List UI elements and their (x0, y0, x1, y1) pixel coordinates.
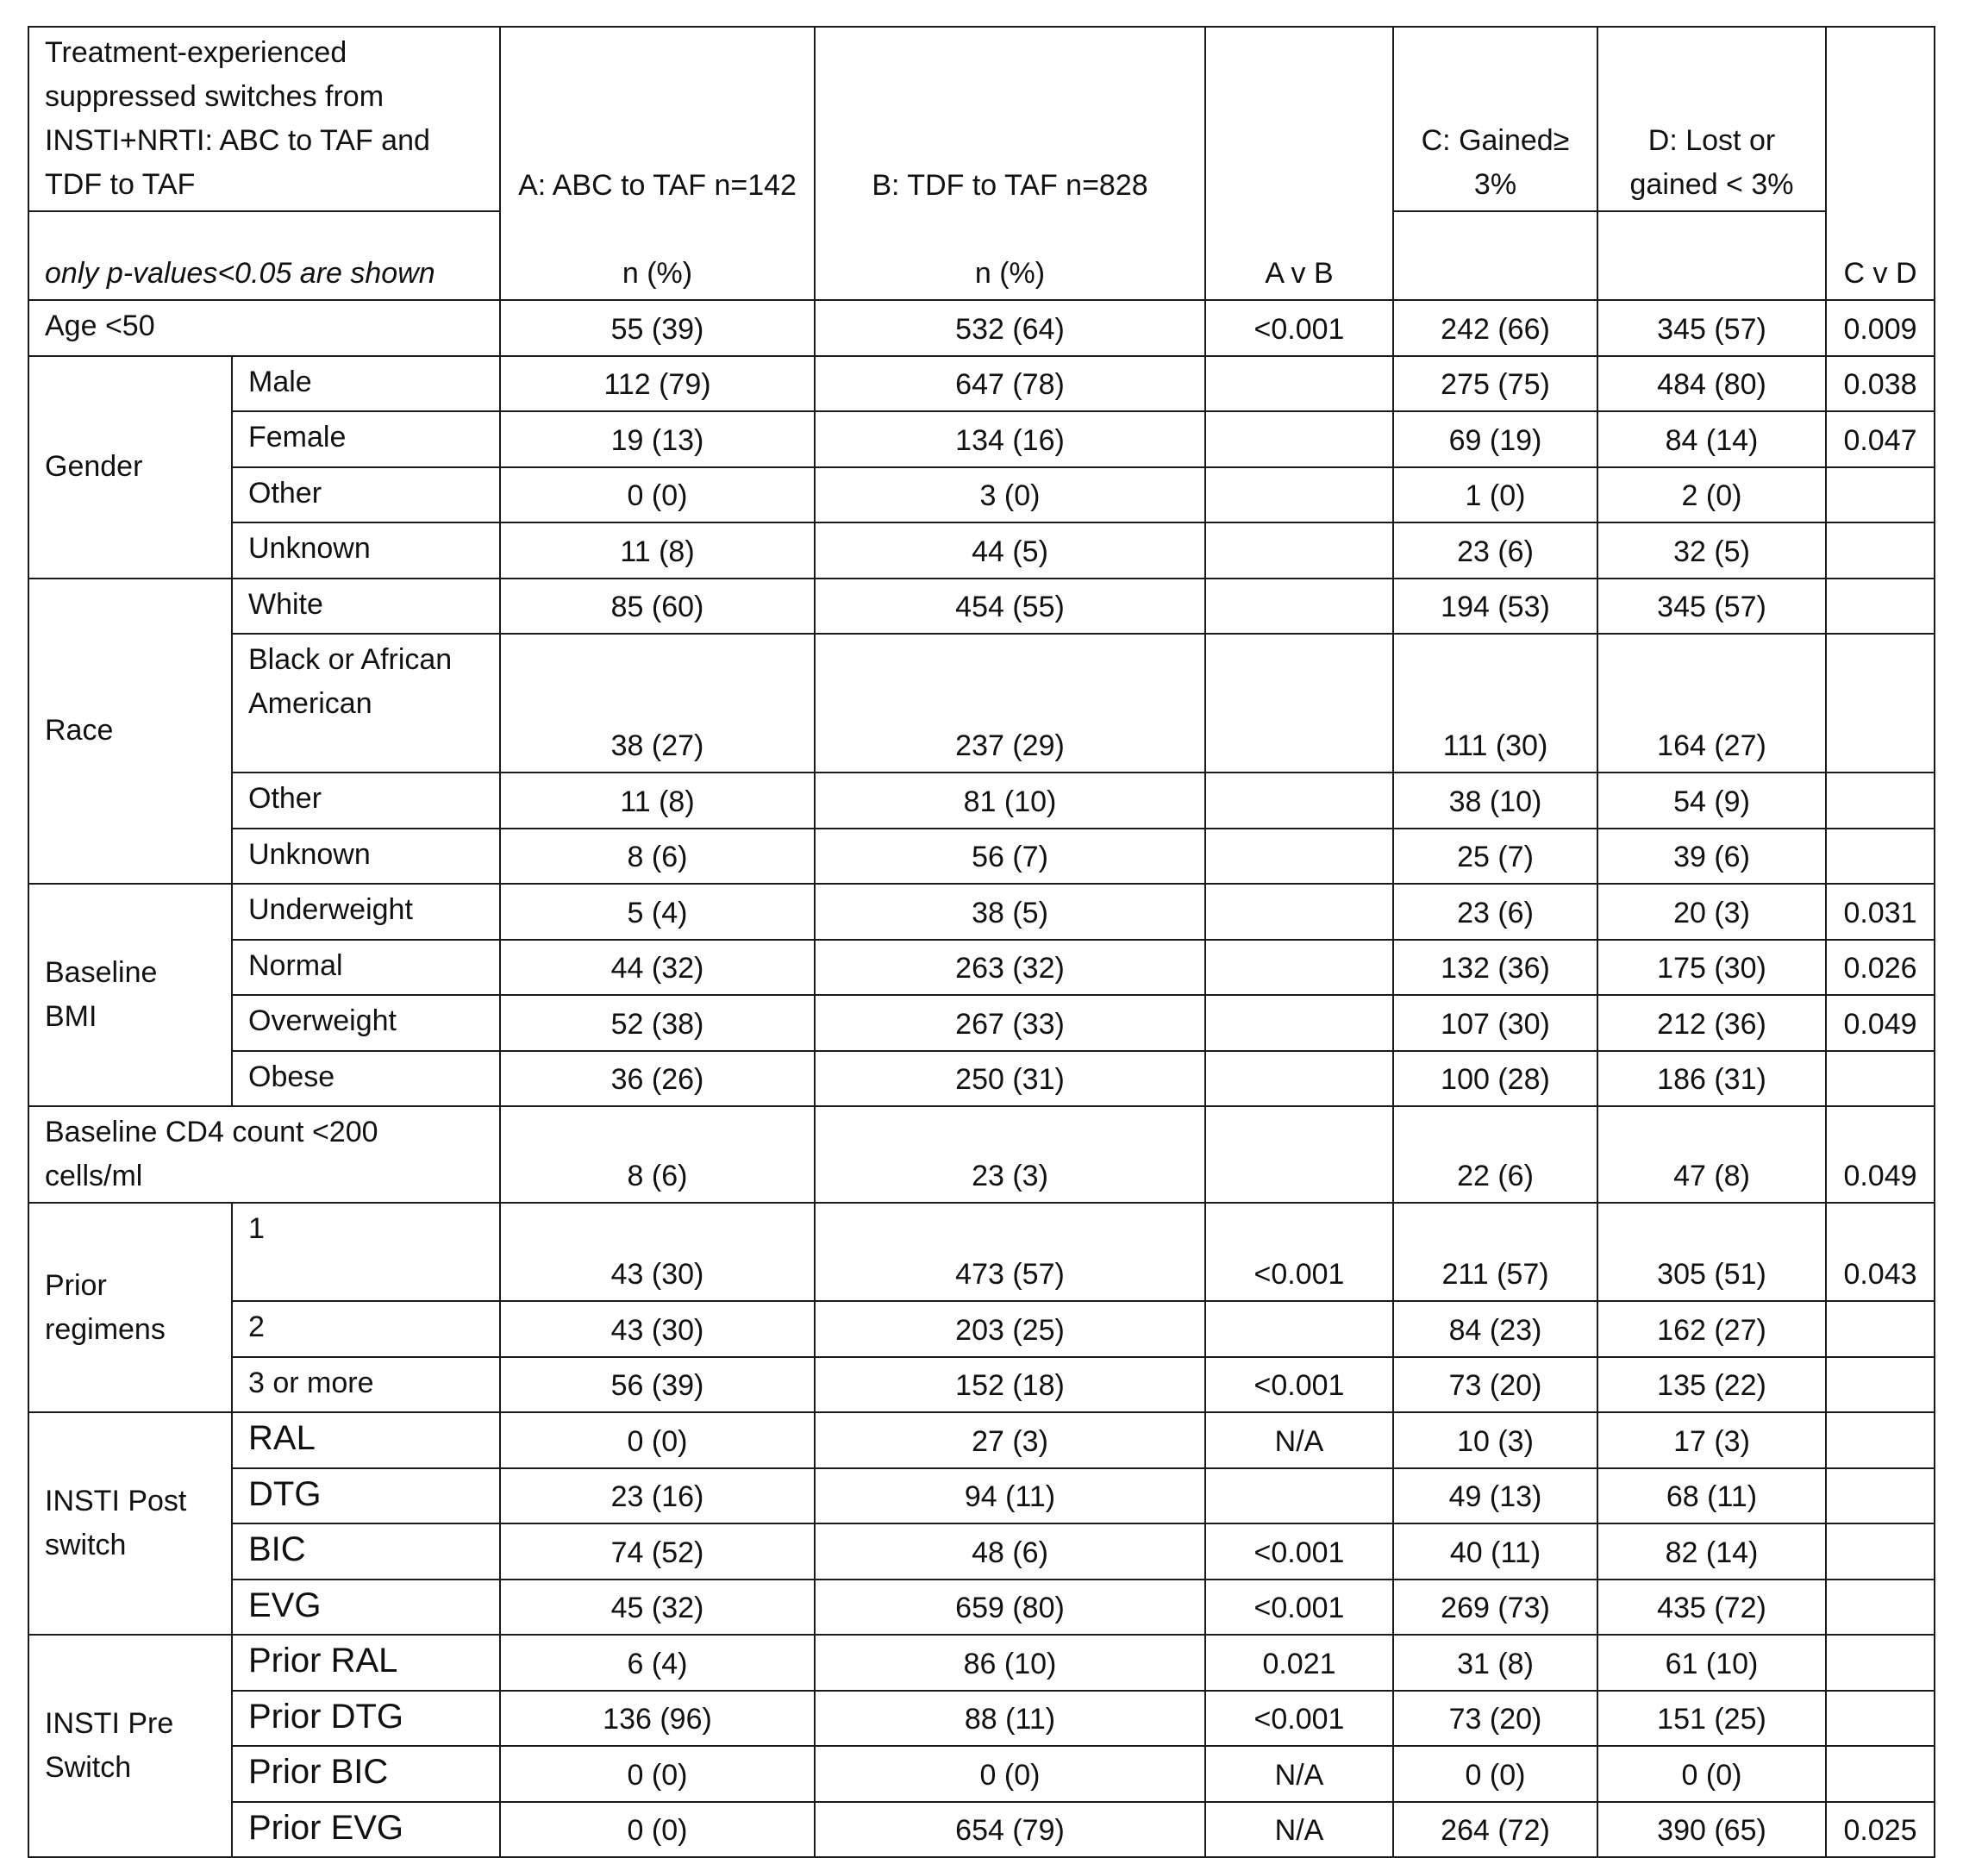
value-cell-b: 3 (0) (815, 467, 1205, 523)
value-cell-c: 73 (20) (1393, 1691, 1597, 1747)
table-row (28, 300, 1935, 356)
p-value-avb (1205, 634, 1393, 773)
p-value-avb (1205, 940, 1393, 996)
table-row (28, 1746, 1935, 1802)
value-cell-c: 269 (73) (1393, 1580, 1597, 1636)
p-value-cvd (1826, 1580, 1935, 1636)
value-cell-b: 237 (29) (815, 634, 1205, 773)
p-value-avb (1205, 579, 1393, 635)
value-cell-d: 164 (27) (1597, 634, 1826, 773)
row-label-other: Other (232, 773, 500, 829)
p-value-cvd (1826, 1412, 1935, 1468)
p-value-cvd (1826, 634, 1935, 773)
p-value-cvd (1826, 1691, 1935, 1747)
group-label-gender: Gender (28, 356, 232, 579)
table-row (28, 1580, 1935, 1636)
value-cell-c: 31 (8) (1393, 1635, 1597, 1691)
value-cell-a: 0 (0) (500, 467, 815, 523)
value-cell-d: 186 (31) (1597, 1051, 1826, 1107)
value-cell-a: 43 (30) (500, 1203, 815, 1301)
p-value-cvd: 0.009 (1826, 300, 1935, 356)
row-label-baseline-cd4-count-200-cells-ml: Baseline CD4 count <200 cells/ml (28, 1106, 500, 1203)
p-value-avb: <0.001 (1205, 1691, 1393, 1747)
value-cell-c: 275 (75) (1393, 356, 1597, 412)
p-value-avb: <0.001 (1205, 1203, 1393, 1301)
col-c-header: C: Gained≥ 3% (1393, 27, 1597, 211)
value-cell-b: 659 (80) (815, 1580, 1205, 1636)
baseline-characteristics-table (28, 26, 1935, 1858)
col-b-header: B: TDF to TAF n=828 (815, 27, 1205, 211)
p-value-avb (1205, 522, 1393, 579)
row-label-obese: Obese (232, 1051, 500, 1107)
p-value-cvd: 0.025 (1826, 1802, 1935, 1858)
group-label-insti-post-switch: INSTI Post switch (28, 1412, 232, 1635)
value-cell-c: 73 (20) (1393, 1357, 1597, 1413)
value-cell-a: 11 (8) (500, 773, 815, 829)
group-label-insti-pre-switch: INSTI Pre Switch (28, 1635, 232, 1857)
value-cell-a: 136 (96) (500, 1691, 815, 1747)
value-cell-c: 49 (13) (1393, 1468, 1597, 1524)
value-cell-b: 654 (79) (815, 1802, 1205, 1858)
value-cell-d: 84 (14) (1597, 411, 1826, 467)
table-row (28, 1357, 1935, 1413)
p-value-cvd (1826, 1468, 1935, 1524)
value-cell-a: 55 (39) (500, 300, 815, 356)
value-cell-c: 25 (7) (1393, 829, 1597, 885)
value-cell-d: 82 (14) (1597, 1523, 1826, 1580)
value-cell-d: 135 (22) (1597, 1357, 1826, 1413)
table-row (28, 1051, 1935, 1107)
row-label-3-or-more: 3 or more (232, 1357, 500, 1413)
table-row (28, 1412, 1935, 1468)
value-cell-a: 5 (4) (500, 884, 815, 940)
value-cell-d: 54 (9) (1597, 773, 1826, 829)
value-cell-b: 44 (5) (815, 522, 1205, 579)
p-value-avb: 0.021 (1205, 1635, 1393, 1691)
row-label-prior-evg: Prior EVG (232, 1802, 500, 1858)
p-value-cvd (1826, 579, 1935, 635)
p-value-avb: <0.001 (1205, 300, 1393, 356)
group-label-baseline-bmi: Baseline BMI (28, 884, 232, 1106)
row-label-ral: RAL (232, 1412, 500, 1468)
value-cell-d: 39 (6) (1597, 829, 1826, 885)
table-row (28, 522, 1935, 579)
p-value-cvd (1826, 467, 1935, 523)
table-row (28, 1468, 1935, 1524)
value-cell-b: 152 (18) (815, 1357, 1205, 1413)
row-label-prior-ral: Prior RAL (232, 1635, 500, 1691)
value-cell-c: 211 (57) (1393, 1203, 1597, 1301)
value-cell-a: 52 (38) (500, 995, 815, 1051)
value-cell-b: 56 (7) (815, 829, 1205, 885)
table-row (28, 995, 1935, 1051)
value-cell-a: 85 (60) (500, 579, 815, 635)
value-cell-b: 88 (11) (815, 1691, 1205, 1747)
value-cell-d: 212 (36) (1597, 995, 1826, 1051)
value-cell-a: 8 (6) (500, 829, 815, 885)
col-b-unit: n (%) (815, 211, 1205, 300)
value-cell-b: 203 (25) (815, 1301, 1205, 1357)
p-value-avb: <0.001 (1205, 1357, 1393, 1413)
p-value-cvd (1826, 1301, 1935, 1357)
value-cell-a: 23 (16) (500, 1468, 815, 1524)
row-label-unknown: Unknown (232, 829, 500, 885)
value-cell-c: 69 (19) (1393, 411, 1597, 467)
value-cell-b: 250 (31) (815, 1051, 1205, 1107)
value-cell-a: 43 (30) (500, 1301, 815, 1357)
value-cell-b: 473 (57) (815, 1203, 1205, 1301)
value-cell-c: 107 (30) (1393, 995, 1597, 1051)
value-cell-c: 23 (6) (1393, 522, 1597, 579)
p-value-avb (1205, 1301, 1393, 1357)
row-label-1: 1 (232, 1203, 500, 1301)
value-cell-d: 305 (51) (1597, 1203, 1826, 1301)
p-value-cvd: 0.026 (1826, 940, 1935, 996)
value-cell-d: 68 (11) (1597, 1468, 1826, 1524)
value-cell-a: 44 (32) (500, 940, 815, 996)
value-cell-d: 20 (3) (1597, 884, 1826, 940)
table-row (28, 467, 1935, 523)
row-label-prior-dtg: Prior DTG (232, 1691, 500, 1747)
value-cell-d: 0 (0) (1597, 1746, 1826, 1802)
row-label-underweight: Underweight (232, 884, 500, 940)
table-row (28, 773, 1935, 829)
p-value-avb: N/A (1205, 1746, 1393, 1802)
p-value-avb (1205, 884, 1393, 940)
col-c-unit (1393, 211, 1597, 300)
p-value-cvd (1826, 1051, 1935, 1107)
row-label-other: Other (232, 467, 500, 523)
value-cell-c: 242 (66) (1393, 300, 1597, 356)
table-row (28, 634, 1935, 773)
value-cell-c: 10 (3) (1393, 1412, 1597, 1468)
value-cell-d: 17 (3) (1597, 1412, 1826, 1468)
p-value-avb (1205, 1468, 1393, 1524)
value-cell-b: 86 (10) (815, 1635, 1205, 1691)
table-row (28, 411, 1935, 467)
p-value-cvd (1826, 1635, 1935, 1691)
p-value-cvd (1826, 1746, 1935, 1802)
table-row (28, 1106, 1935, 1203)
header-row (28, 27, 1935, 211)
table-row (28, 1523, 1935, 1580)
table-title: Treatment-experienced suppressed switches from INSTI+NRTI: ABC to TAF and TDF to TAF (28, 27, 500, 211)
value-cell-a: 11 (8) (500, 522, 815, 579)
value-cell-c: 100 (28) (1393, 1051, 1597, 1107)
value-cell-d: 345 (57) (1597, 579, 1826, 635)
row-label-black-or-african-american: Black or African American (232, 634, 500, 773)
value-cell-b: 48 (6) (815, 1523, 1205, 1580)
p-value-avb (1205, 829, 1393, 885)
value-cell-c: 264 (72) (1393, 1802, 1597, 1858)
p-value-cvd (1826, 522, 1935, 579)
value-cell-b: 647 (78) (815, 356, 1205, 412)
avb-header: A v B (1205, 27, 1393, 300)
row-label-evg: EVG (232, 1580, 500, 1636)
table-row (28, 829, 1935, 885)
p-value-cvd: 0.049 (1826, 1106, 1935, 1203)
value-cell-b: 532 (64) (815, 300, 1205, 356)
value-cell-b: 38 (5) (815, 884, 1205, 940)
value-cell-d: 47 (8) (1597, 1106, 1826, 1203)
value-cell-d: 2 (0) (1597, 467, 1826, 523)
row-label-overweight: Overweight (232, 995, 500, 1051)
value-cell-c: 23 (6) (1393, 884, 1597, 940)
value-cell-d: 435 (72) (1597, 1580, 1826, 1636)
p-value-avb: N/A (1205, 1802, 1393, 1858)
table-row (28, 940, 1935, 996)
row-label-age-50: Age <50 (28, 300, 500, 356)
value-cell-d: 151 (25) (1597, 1691, 1826, 1747)
row-label-2: 2 (232, 1301, 500, 1357)
value-cell-c: 1 (0) (1393, 467, 1597, 523)
value-cell-d: 32 (5) (1597, 522, 1826, 579)
value-cell-a: 36 (26) (500, 1051, 815, 1107)
row-label-dtg: DTG (232, 1468, 500, 1524)
value-cell-a: 112 (79) (500, 356, 815, 412)
value-cell-d: 61 (10) (1597, 1635, 1826, 1691)
p-value-avb (1205, 995, 1393, 1051)
p-value-avb (1205, 773, 1393, 829)
table-row (28, 1635, 1935, 1691)
table-row (28, 579, 1935, 635)
p-value-cvd (1826, 829, 1935, 885)
row-label-female: Female (232, 411, 500, 467)
value-cell-c: 0 (0) (1393, 1746, 1597, 1802)
value-cell-b: 263 (32) (815, 940, 1205, 996)
value-cell-b: 27 (3) (815, 1412, 1205, 1468)
value-cell-c: 40 (11) (1393, 1523, 1597, 1580)
subheader-row (28, 211, 1935, 300)
p-value-avb: N/A (1205, 1412, 1393, 1468)
p-value-avb (1205, 411, 1393, 467)
value-cell-c: 84 (23) (1393, 1301, 1597, 1357)
value-cell-b: 81 (10) (815, 773, 1205, 829)
value-cell-d: 162 (27) (1597, 1301, 1826, 1357)
value-cell-a: 6 (4) (500, 1635, 815, 1691)
table-row (28, 1802, 1935, 1858)
value-cell-a: 56 (39) (500, 1357, 815, 1413)
col-d-unit (1597, 211, 1826, 300)
col-d-header: D: Lost or gained < 3% (1597, 27, 1826, 211)
value-cell-a: 74 (52) (500, 1523, 815, 1580)
value-cell-a: 45 (32) (500, 1580, 815, 1636)
group-label-prior-regimens: Prior regimens (28, 1203, 232, 1412)
row-label-bic: BIC (232, 1523, 500, 1580)
value-cell-a: 19 (13) (500, 411, 815, 467)
value-cell-b: 94 (11) (815, 1468, 1205, 1524)
col-a-header: A: ABC to TAF n=142 (500, 27, 815, 211)
row-label-male: Male (232, 356, 500, 412)
value-cell-a: 0 (0) (500, 1802, 815, 1858)
col-a-unit: n (%) (500, 211, 815, 300)
table-row (28, 356, 1935, 412)
group-label-race: Race (28, 579, 232, 885)
value-cell-d: 345 (57) (1597, 300, 1826, 356)
p-value-avb (1205, 356, 1393, 412)
table-row (28, 1203, 1935, 1301)
p-value-cvd: 0.049 (1826, 995, 1935, 1051)
p-value-cvd: 0.043 (1826, 1203, 1935, 1301)
value-cell-a: 8 (6) (500, 1106, 815, 1203)
value-cell-b: 0 (0) (815, 1746, 1205, 1802)
value-cell-c: 194 (53) (1393, 579, 1597, 635)
p-value-avb: <0.001 (1205, 1580, 1393, 1636)
p-value-cvd (1826, 773, 1935, 829)
table-row (28, 1691, 1935, 1747)
value-cell-b: 23 (3) (815, 1106, 1205, 1203)
p-value-avb: <0.001 (1205, 1523, 1393, 1580)
value-cell-a: 0 (0) (500, 1412, 815, 1468)
p-value-cvd: 0.031 (1826, 884, 1935, 940)
cvd-header: C v D (1826, 27, 1935, 300)
value-cell-c: 132 (36) (1393, 940, 1597, 996)
value-cell-d: 484 (80) (1597, 356, 1826, 412)
value-cell-b: 134 (16) (815, 411, 1205, 467)
row-label-unknown: Unknown (232, 522, 500, 579)
value-cell-b: 454 (55) (815, 579, 1205, 635)
value-cell-d: 175 (30) (1597, 940, 1826, 996)
value-cell-d: 390 (65) (1597, 1802, 1826, 1858)
value-cell-c: 22 (6) (1393, 1106, 1597, 1203)
p-value-cvd (1826, 1357, 1935, 1413)
row-label-prior-bic: Prior BIC (232, 1746, 500, 1802)
p-value-note: only p-values<0.05 are shown (28, 211, 500, 300)
p-value-cvd: 0.047 (1826, 411, 1935, 467)
table-row (28, 884, 1935, 940)
p-value-cvd (1826, 1523, 1935, 1580)
value-cell-c: 111 (30) (1393, 634, 1597, 773)
p-value-avb (1205, 1106, 1393, 1203)
value-cell-b: 267 (33) (815, 995, 1205, 1051)
value-cell-c: 38 (10) (1393, 773, 1597, 829)
p-value-avb (1205, 1051, 1393, 1107)
p-value-avb (1205, 467, 1393, 523)
row-label-white: White (232, 579, 500, 635)
value-cell-a: 0 (0) (500, 1746, 815, 1802)
table-row (28, 1301, 1935, 1357)
value-cell-a: 38 (27) (500, 634, 815, 773)
row-label-normal: Normal (232, 940, 500, 996)
p-value-cvd: 0.038 (1826, 356, 1935, 412)
